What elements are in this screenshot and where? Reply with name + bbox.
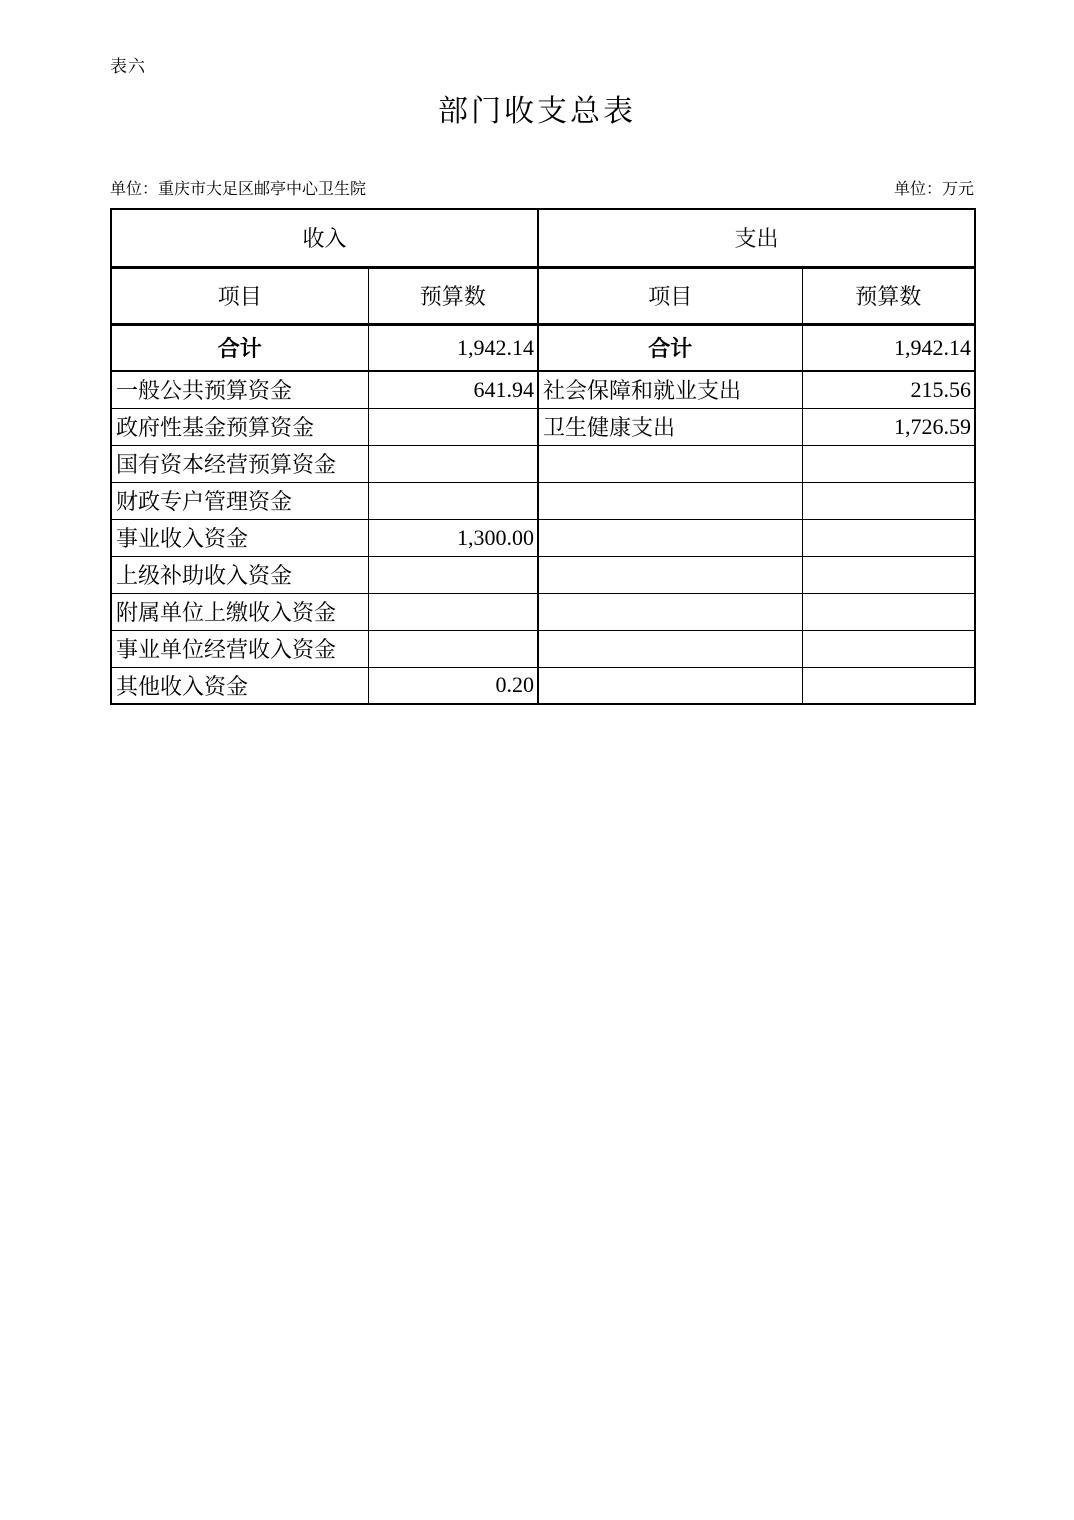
table-row-total — [111, 324, 975, 371]
currency-unit-label: 单位：万元 — [893, 181, 974, 198]
expense-item-cell — [538, 445, 802, 482]
income-budget-cell — [368, 482, 538, 519]
expense-budget-cell: 1,726.59 — [802, 408, 975, 445]
page-title: 部门收支总表 — [438, 95, 636, 128]
income-budget-cell — [368, 593, 538, 630]
expense-item-cell — [538, 630, 802, 667]
table-row — [111, 667, 975, 704]
table-row — [111, 556, 975, 593]
expense-item-cell: 合计 — [538, 324, 802, 371]
sheet-number-label: 表六 — [110, 57, 146, 76]
table-row — [111, 519, 975, 556]
budget-summary-table — [110, 208, 976, 705]
income-item-cell: 其他收入资金 — [111, 667, 368, 704]
expense-item-cell: 社会保障和就业支出 — [538, 371, 802, 408]
income-item-cell: 合计 — [111, 324, 368, 371]
income-item-cell: 一般公共预算资金 — [111, 371, 368, 408]
expense-budget-column-header: 预算数 — [802, 267, 975, 324]
income-budget-cell — [368, 408, 538, 445]
income-budget-cell — [368, 630, 538, 667]
income-budget-cell: 0.20 — [368, 667, 538, 704]
income-item-cell: 财政专户管理资金 — [111, 482, 368, 519]
income-item-cell: 国有资本经营预算资金 — [111, 445, 368, 482]
income-item-cell: 事业单位经营收入资金 — [111, 630, 368, 667]
group-header-row — [111, 209, 975, 267]
expense-budget-cell — [802, 630, 975, 667]
income-budget-cell: 641.94 — [368, 371, 538, 408]
expense-item-column-header: 项目 — [538, 267, 802, 324]
table-row — [111, 630, 975, 667]
table-row — [111, 445, 975, 482]
income-budget-cell: 1,300.00 — [368, 519, 538, 556]
income-budget-cell — [368, 445, 538, 482]
expense-group-header: 支出 — [538, 209, 975, 267]
income-item-cell: 政府性基金预算资金 — [111, 408, 368, 445]
income-item-cell: 上级补助收入资金 — [111, 556, 368, 593]
expense-budget-cell — [802, 519, 975, 556]
expense-item-cell: 卫生健康支出 — [538, 408, 802, 445]
income-group-header: 收入 — [111, 209, 538, 267]
table-row — [111, 482, 975, 519]
expense-item-cell — [538, 667, 802, 704]
expense-budget-cell: 215.56 — [802, 371, 975, 408]
column-header-row — [111, 267, 975, 324]
expense-budget-cell: 1,942.14 — [802, 324, 975, 371]
income-budget-column-header: 预算数 — [368, 267, 538, 324]
expense-item-cell — [538, 593, 802, 630]
unit-info-row — [110, 176, 974, 199]
expense-budget-cell — [802, 482, 975, 519]
income-budget-cell — [368, 556, 538, 593]
income-item-cell: 附属单位上缴收入资金 — [111, 593, 368, 630]
expense-budget-cell — [802, 556, 975, 593]
table-row — [111, 371, 975, 408]
expense-budget-cell — [802, 593, 975, 630]
income-budget-cell: 1,942.14 — [368, 324, 538, 371]
income-item-cell: 事业收入资金 — [111, 519, 368, 556]
organization-name-label: 单位：重庆市大足区邮亭中心卫生院 — [110, 181, 367, 198]
expense-budget-cell — [802, 667, 975, 704]
expense-item-cell — [538, 482, 802, 519]
expense-item-cell — [538, 556, 802, 593]
expense-budget-cell — [802, 445, 975, 482]
table-row — [111, 593, 975, 630]
income-item-column-header: 项目 — [111, 267, 368, 324]
expense-item-cell — [538, 519, 802, 556]
table-row — [111, 408, 975, 445]
